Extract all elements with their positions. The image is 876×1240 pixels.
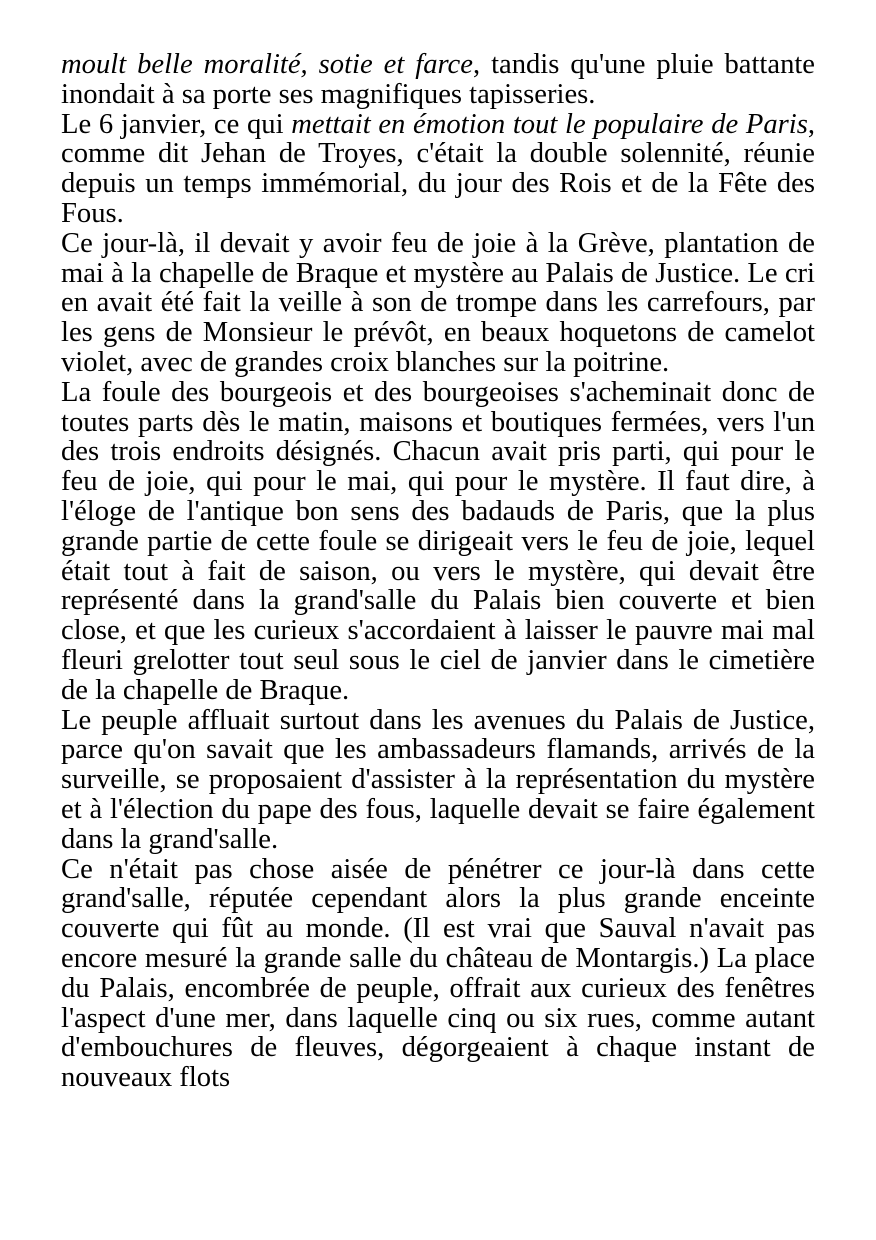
- italic-phrase: mettait en émotion tout le populaire de Paris: [291, 108, 808, 140]
- italic-phrase: moult belle moralité, sotie et farce: [61, 49, 473, 80]
- paragraph: [61, 378, 815, 706]
- paragraph: [61, 855, 815, 1093]
- paragraph: [61, 110, 815, 229]
- paragraph: [61, 229, 815, 378]
- paragraph: [61, 706, 815, 855]
- paragraph: [61, 50, 815, 110]
- text-run: La foule des bourgeois et des bourgeoises s'acheminait donc de toutes parts dès le matin, maisons et boutiques fermées, vers l'un des trois endroits désignés. Chacun avait pris parti, qui pour le feu de joie, qui pour le mai, qui pour le mystère. Il faut dire, à l'éloge de l'antique bon sens des badauds de Paris, que la plus grande partie de cette foule se dirigeait vers le feu de joie, lequel était tout à fait de saison, ou vers le mystère, qui devait être représenté dans la grand'salle du Palais bien couverte et bien close, et que les curieux s'accordaient à laisser le pauvre mai mal fleuri grelotter tout seul sous le ciel de janvier dans le cimetière de la chapelle de Braque.: [61, 376, 815, 706]
- document-page: [61, 50, 815, 1093]
- text-run: Ce n'était pas chose aisée de pénétrer ce jour-là dans cette grand'salle, réputée cependant alors la plus grande enceinte couverte qui fût au monde. (Il est vrai que Sauval n'avait pas encore mesuré la grande salle du château de Montargis.) La place du Palais, encombrée de peuple, offrait aux curieux des fenêtres l'aspect d'une mer, dans laquelle cinq ou six rues, comme autant d'embouchures de fleuves, dégorgeaient à chaque instant de nouveaux flots: [61, 853, 815, 1094]
- text-run: Le 6 janvier, ce qui: [61, 108, 292, 140]
- text-run: Ce jour-là, il devait y avoir feu de joie à la Grève, plantation de mai à la chapelle de Braque et mystère au Palais de Justice. Le cri en avait été fait la veille à son de trompe dans les carrefours, par les gens de Monsieur le prévôt, en beaux hoquetons de camelot violet, avec de grandes croix blanches sur la poitrine.: [61, 227, 815, 378]
- text-run: , tandis qu'une pluie battante inondait à sa porte ses magnifiques tapisseries.: [61, 49, 815, 110]
- text-run: , comme dit Jehan de Troyes, c'était la double solennité, réunie depuis un temps immémorial, du jour des Rois et de la Fête des Fous.: [61, 108, 815, 229]
- text-run: Le peuple affluait surtout dans les avenues du Palais de Justice, parce qu'on savait que les ambassadeurs flamands, arrivés de la surveille, se proposaient d'assister à la représentation du mystère et à l'élection du pape des fous, laquelle devait se faire également dans la grand'salle.: [61, 704, 815, 855]
